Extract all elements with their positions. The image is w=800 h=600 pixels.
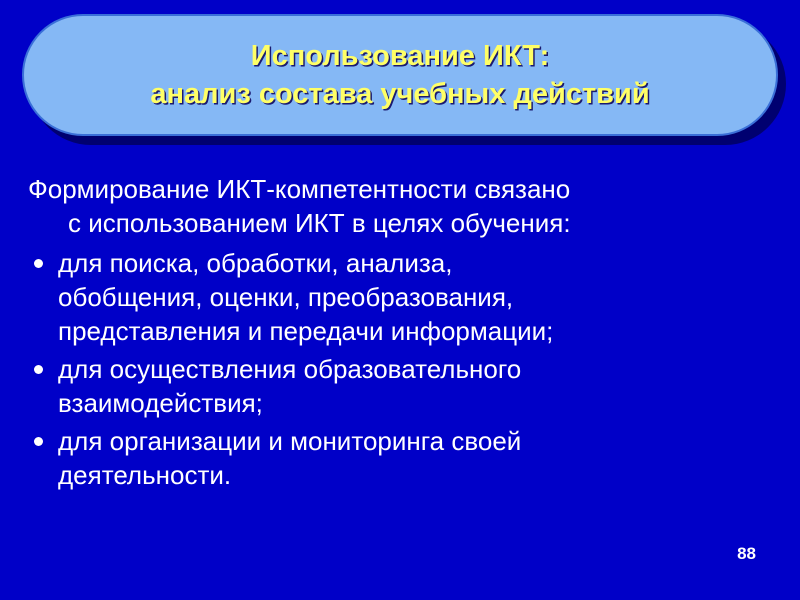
title-box — [22, 14, 778, 136]
bullet-3-line-2: деятельности. — [58, 460, 232, 490]
slide-title-banner — [22, 14, 778, 136]
slide-body — [28, 172, 772, 496]
slide-number: 88 — [737, 544, 756, 563]
intro-paragraph — [28, 172, 772, 240]
bullet-3-line-1: для организации и мониторинга своей — [58, 426, 522, 456]
list-item — [28, 352, 772, 420]
bullet-1-line-2: обобщения, оценки, преобразования, — [58, 282, 514, 312]
bullet-2-line-2: взаимодействия; — [58, 388, 263, 418]
list-item — [28, 424, 772, 492]
bullet-dot-icon — [34, 365, 43, 374]
bullet-dot-icon — [34, 259, 43, 268]
intro-line-1: Формирование ИКТ-компетентности связано — [28, 174, 571, 204]
bullet-1-line-1: для поиска, обработки, анализа, — [58, 248, 453, 278]
bullet-dot-icon — [34, 437, 43, 446]
title-line-2: анализ состава учебных действий — [150, 78, 650, 110]
title-line-1: Использование ИКТ: — [250, 40, 550, 72]
bullet-1-line-3: представления и передачи информации; — [58, 316, 554, 346]
bullet-2-line-1: для осуществления образовательного — [58, 354, 522, 384]
intro-line-2: с использованием ИКТ в целях обучения: — [68, 208, 571, 238]
list-item — [28, 246, 772, 348]
